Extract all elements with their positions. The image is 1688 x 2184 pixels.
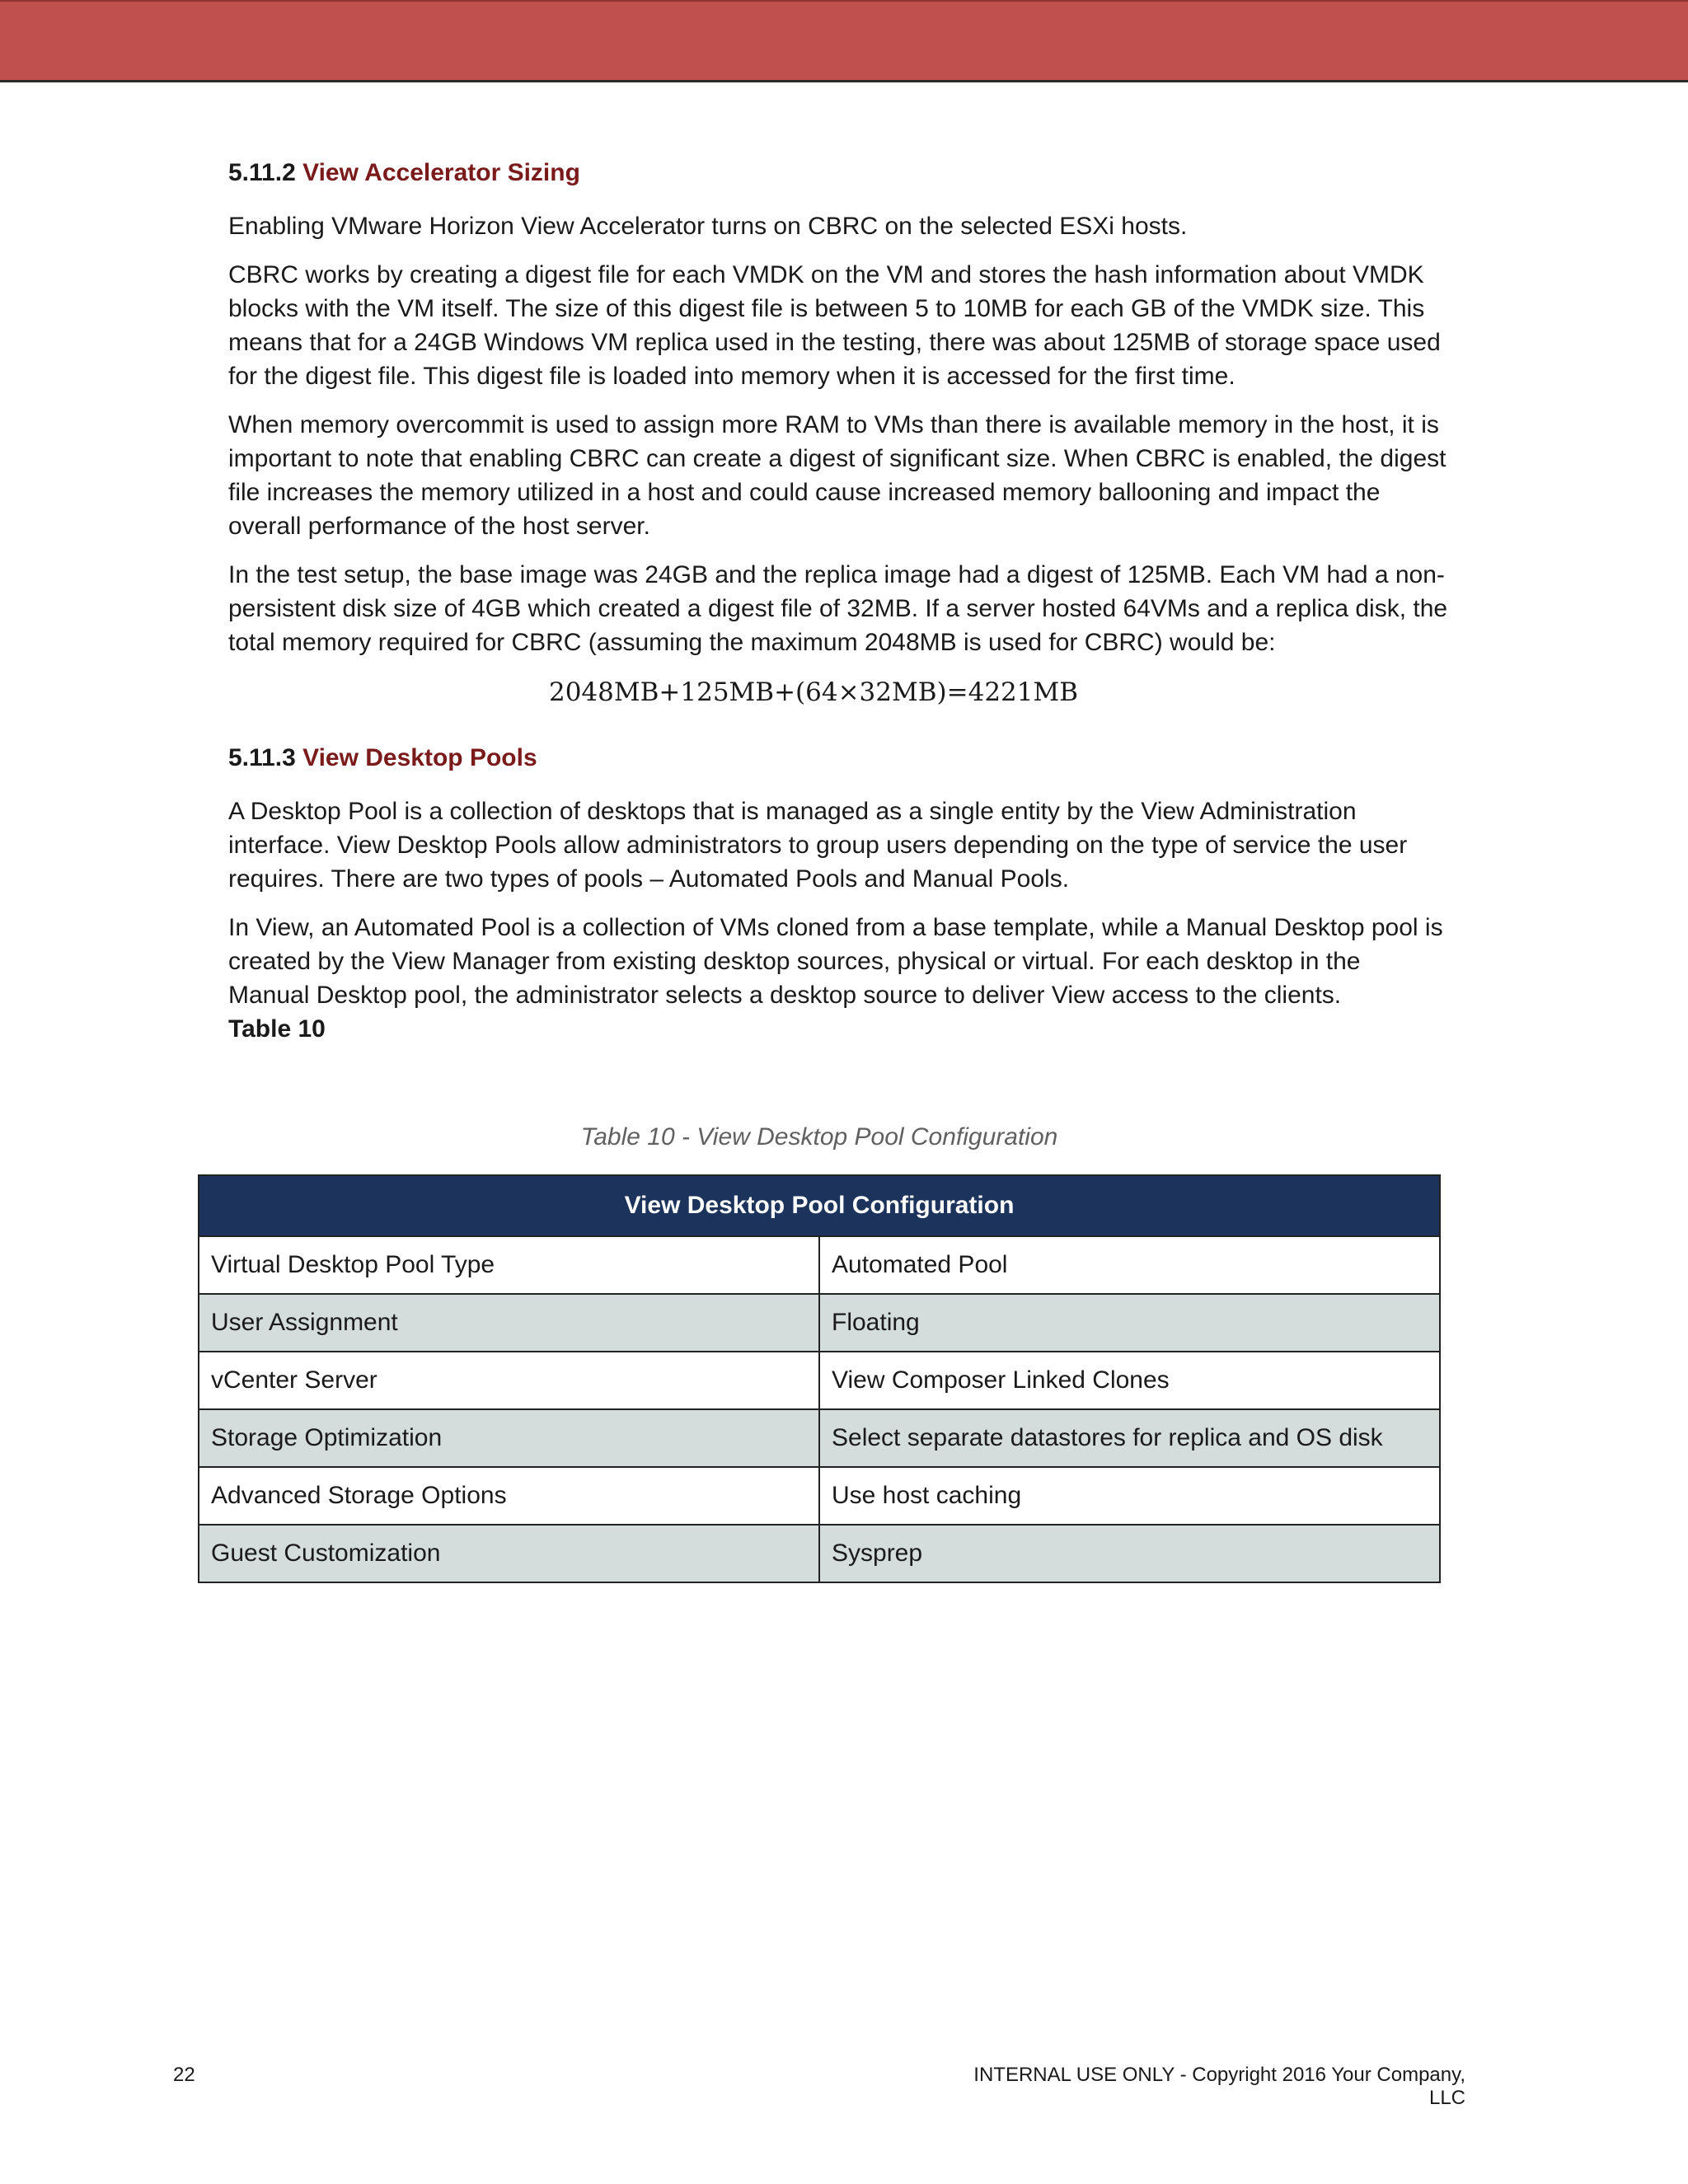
- paragraph: When memory overcommit is used to assign more RAM to VMs than there is available memory in the host, it is important to note that enabling CBRC can create a digest of significant size. When CBRC is enabled, the digest file increases the memory utilized in a host and could cause increased memory ballooning and impact the overall performance of the host server.: [228, 411, 1447, 540]
- table-cell-setting: Advanced Storage Options: [199, 1467, 819, 1525]
- table-cell-setting: User Assignment: [199, 1294, 819, 1352]
- paragraph: A Desktop Pool is a collection of desktops that is managed as a single entity by the View Administration interface. View Desktop Pools allow administrators to group users depending on the type of service the user requires. There are two types of pools – Automated Pools and Manual Pools.: [228, 798, 1408, 893]
- header-band: [0, 0, 1688, 82]
- paragraph: Enabling VMware Horizon View Accelerator turns on CBRC on the selected ESXi hosts.: [228, 213, 1188, 240]
- table-row: [199, 1525, 1440, 1582]
- table-cell-value: Use host caching: [819, 1467, 1440, 1525]
- table-row: [199, 1294, 1440, 1352]
- table-reference: Table 10: [228, 1015, 326, 1043]
- section-heading-view-desktop-pools: [228, 742, 1448, 775]
- section-number: 5.11.2: [228, 159, 296, 186]
- table-row: [199, 1236, 1440, 1294]
- memory-equation: 2048MB+125MB+(64×32MB)=4221MB: [548, 677, 1079, 707]
- table-cell-setting: Storage Optimization: [199, 1409, 819, 1467]
- table-cell-value: Select separate datastores for replica and OS disk: [819, 1409, 1440, 1467]
- section-number: 5.11.3: [228, 744, 296, 771]
- section-title: View Accelerator Sizing: [302, 159, 580, 186]
- table-header: View Desktop Pool Configuration: [199, 1175, 1440, 1236]
- table-cell-value: Sysprep: [819, 1525, 1440, 1582]
- table-cell-setting: Virtual Desktop Pool Type: [199, 1236, 819, 1294]
- table-row: [199, 1352, 1440, 1409]
- table-cell-value: Automated Pool: [819, 1236, 1440, 1294]
- desktop-pool-config-table: [198, 1174, 1441, 1583]
- table-cell-setting: Guest Customization: [199, 1525, 819, 1582]
- section-heading-view-accelerator-sizing: [228, 157, 1448, 190]
- section-title: View Desktop Pools: [302, 744, 537, 771]
- document-body: [228, 157, 1448, 1046]
- table-cell-value: View Composer Linked Clones: [819, 1352, 1440, 1409]
- table-cell-setting: vCenter Server: [199, 1352, 819, 1409]
- paragraph: In the test setup, the base image was 24GB and the replica image had a digest of 125MB. Each VM had a non-persistent disk size of 4GB which created a digest file of 32MB. If a server hosted 64VMs and a replica disk, the total memory required for CBRC (assuming the maximum 2048MB is used for CBRC) would be:: [228, 561, 1448, 656]
- paragraph: In View, an Automated Pool is a collection of VMs cloned from a base template, while a Manual Desktop pool is created by the View Manager from existing desktop sources, physical or virtual. For each desktop in the Manual Desktop pool, the administrator selects a desktop source to deliver View access to the clients.: [228, 914, 1443, 1009]
- table-cell-value: Floating: [819, 1294, 1440, 1352]
- table-row: [199, 1467, 1440, 1525]
- page-number: 22: [173, 2064, 195, 2086]
- paragraph: CBRC works by creating a digest file for each VMDK on the VM and stores the hash information about VMDK blocks with the VM itself. The size of this digest file is between 5 to 10MB for each GB of the VMDK size. This means that for a 24GB Windows VM replica used in the testing, there was about 125MB of storage space used for the digest file. This digest file is loaded into memory when it is accessed for the first time.: [228, 261, 1441, 390]
- table-row: [199, 1409, 1440, 1467]
- table-caption: Table 10 - View Desktop Pool Configuration: [580, 1123, 1058, 1151]
- footer-copyright: INTERNAL USE ONLY - Copyright 2016 Your Company, LLC: [973, 2064, 1465, 2109]
